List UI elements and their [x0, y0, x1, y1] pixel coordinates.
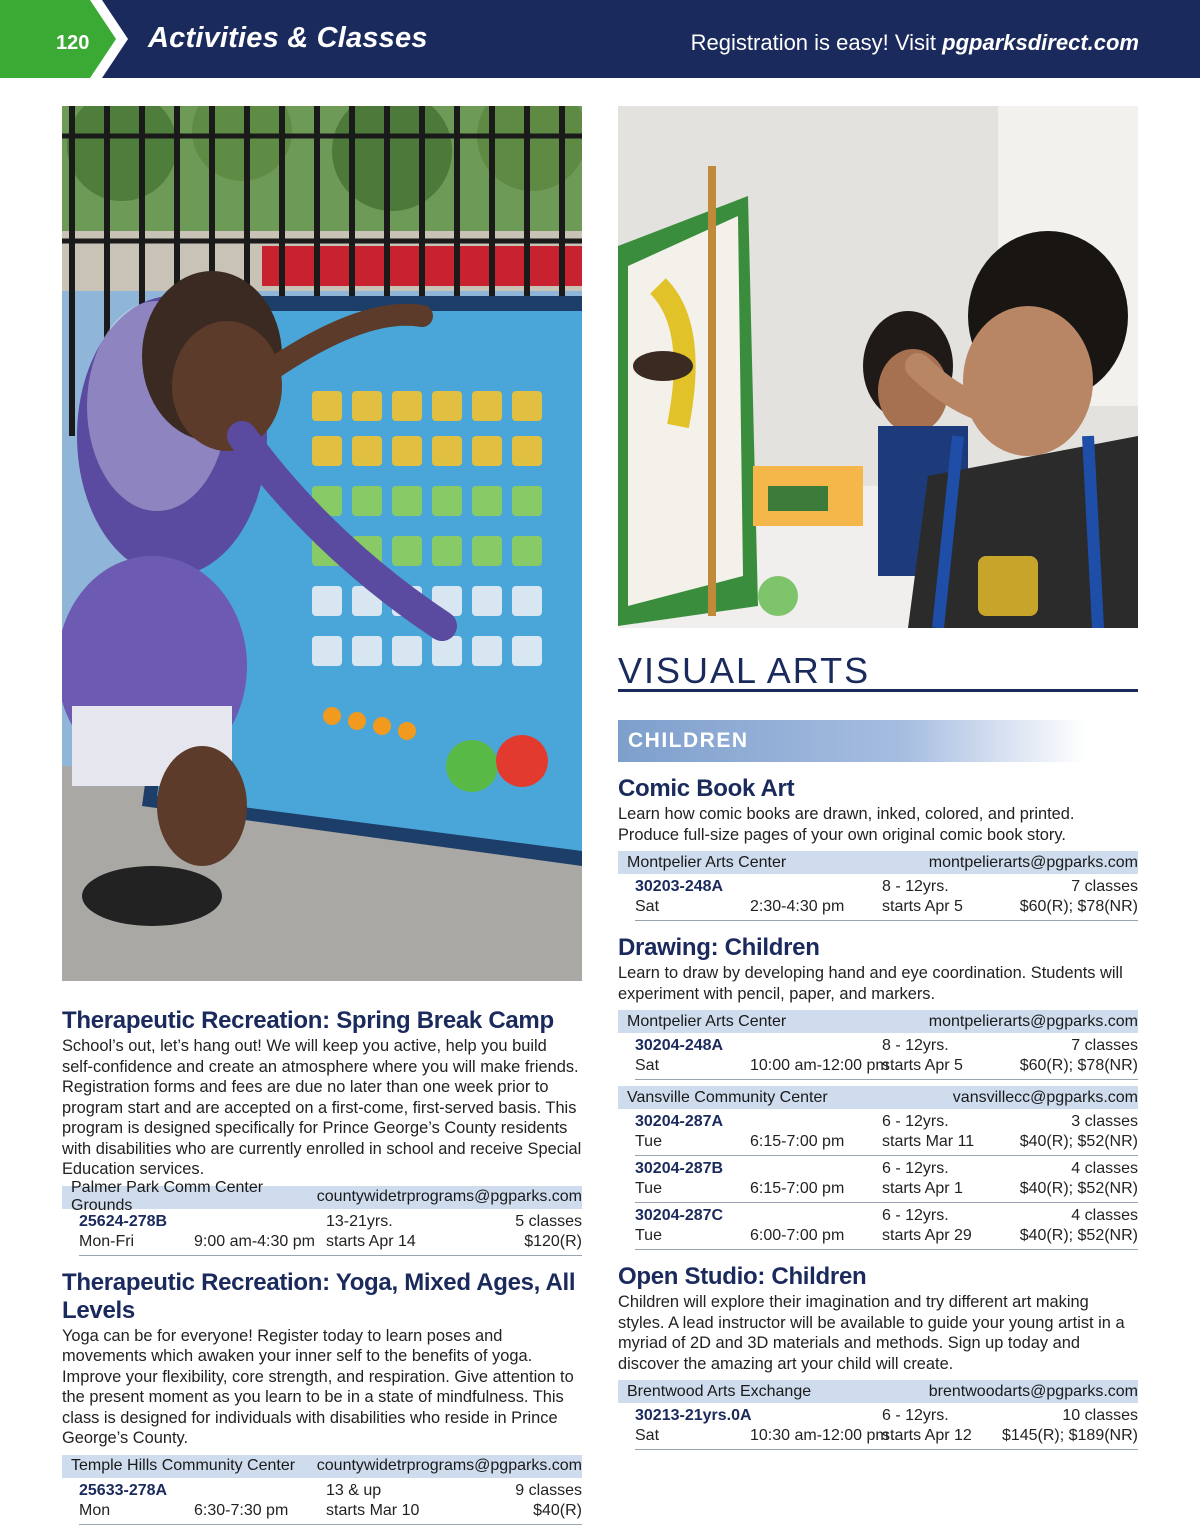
- class-time: 10:30 am-12:00 pm: [750, 1427, 889, 1444]
- location-email[interactable]: countywidetrprograms@pgparks.com: [316, 1188, 582, 1205]
- class-age: 13-21yrs.: [326, 1212, 393, 1230]
- left-programs: [62, 1007, 582, 1525]
- program-description: Learn to draw by developing hand and eye coordination. Students will experiment with pencil, paper, and markers.: [618, 964, 1123, 1003]
- location-email[interactable]: countywidetrprograms@pgparks.com: [316, 1457, 582, 1474]
- class-fee: $40(R); $52(NR): [1019, 1227, 1138, 1244]
- class-row: [79, 1478, 582, 1525]
- class-code: 25624-278B: [79, 1212, 168, 1230]
- class-row: [635, 1033, 1138, 1080]
- class-row: [635, 1109, 1138, 1156]
- location-name: Palmer Park Comm Center Grounds: [71, 1179, 264, 1214]
- location-bar: [62, 1455, 582, 1478]
- class-start: starts Apr 29: [882, 1227, 972, 1244]
- class-code: 25633-278A: [79, 1481, 168, 1499]
- class-fee: $40(R): [533, 1501, 582, 1519]
- registration-prefix: Registration is easy! Visit: [690, 30, 937, 55]
- class-day: Mon-Fri: [79, 1232, 135, 1250]
- class-row: [635, 1403, 1138, 1450]
- class-count: 4 classes: [1071, 1207, 1138, 1224]
- location-email[interactable]: montpelierarts@pgparks.com: [928, 853, 1138, 871]
- class-age: 6 - 12yrs.: [882, 1407, 949, 1424]
- program-description: Children will explore their imagination and try different art making styles. A lead instructor will be available to guide your young artist in a myriad of 2D and 3D materials and methods. Sign up today and discover the amazing art your child will create.: [618, 1293, 1125, 1373]
- class-start: starts Apr 5: [882, 898, 963, 915]
- location-name: Vansville Community Center: [627, 1088, 828, 1106]
- program-title: Open Studio: Children: [618, 1263, 867, 1290]
- registration-link[interactable]: pgparksdirect.com: [942, 30, 1139, 55]
- class-time: 9:00 am-4:30 pm: [194, 1232, 315, 1250]
- registration-note: [691, 30, 1139, 56]
- page-header: [0, 0, 1200, 78]
- class-count: 7 classes: [1071, 878, 1138, 895]
- class-code: 30203-248A: [635, 878, 724, 895]
- location-bar: [618, 1086, 1138, 1109]
- program-title: Comic Book Art: [618, 775, 795, 802]
- class-start: starts Apr 14: [326, 1232, 416, 1250]
- class-count: 3 classes: [1071, 1113, 1138, 1130]
- visual-arts-heading: VISUAL ARTS: [618, 650, 1138, 692]
- location-name: Temple Hills Community Center: [71, 1457, 296, 1474]
- class-count: 5 classes: [515, 1212, 582, 1230]
- location-email[interactable]: vansvillecc@pgparks.com: [952, 1088, 1138, 1106]
- location-bar: [62, 1179, 582, 1214]
- right-programs: [618, 775, 1138, 1450]
- location-name: Montpelier Arts Center: [627, 1012, 787, 1030]
- class-code: 30204-287B: [635, 1160, 724, 1177]
- class-count: 4 classes: [1071, 1160, 1138, 1177]
- class-day: Tue: [635, 1133, 662, 1150]
- class-code: 30204-287A: [635, 1113, 724, 1130]
- class-day: Sat: [635, 1057, 660, 1074]
- location-name: Brentwood Arts Exchange: [627, 1382, 812, 1400]
- class-fee: $40(R); $52(NR): [1019, 1180, 1138, 1197]
- class-code: 30204-248A: [635, 1037, 724, 1054]
- class-start: starts Apr 1: [882, 1180, 963, 1197]
- children-subheading-bar: [618, 720, 1138, 762]
- class-day: Tue: [635, 1180, 662, 1197]
- class-count: 9 classes: [515, 1481, 582, 1499]
- photo-communication-board: [62, 106, 582, 981]
- class-time: 6:15-7:00 pm: [750, 1133, 845, 1150]
- class-count: 10 classes: [1062, 1407, 1138, 1424]
- location-email[interactable]: montpelierarts@pgparks.com: [928, 1012, 1138, 1030]
- class-row: [635, 1156, 1138, 1203]
- photo-painting-kids: [618, 106, 1138, 628]
- class-count: 7 classes: [1071, 1037, 1138, 1054]
- location-bar: [618, 1380, 1138, 1403]
- class-start: starts Apr 12: [882, 1427, 972, 1444]
- class-code: 30204-287C: [635, 1207, 724, 1224]
- class-time: 6:30-7:30 pm: [194, 1501, 289, 1519]
- class-start: starts Apr 5: [882, 1057, 963, 1074]
- class-row: [635, 874, 1138, 921]
- class-row: [79, 1209, 582, 1256]
- program-description: Yoga can be for everyone! Register today to learn poses and movements which awaken your inner self to the benefits of yoga. Improve your flexibility, core strength, and respiration. Give attention to the present moment as you learn to be in a state of mindfulness. This class is designed for individuals with disabilities who reside in Prince George’s County.: [62, 1326, 574, 1447]
- class-age: 6 - 12yrs.: [882, 1160, 949, 1177]
- class-fee: $145(R); $189(NR): [1001, 1427, 1138, 1444]
- class-start: starts Mar 10: [326, 1501, 420, 1519]
- class-age: 13 & up: [326, 1481, 382, 1499]
- class-start: starts Mar 11: [882, 1133, 975, 1150]
- page-number: 120: [56, 32, 90, 54]
- section-title: Activities & Classes: [148, 22, 428, 54]
- class-fee: $120(R): [524, 1232, 582, 1250]
- program-title: Drawing: Children: [618, 934, 820, 961]
- class-day: Sat: [635, 1427, 660, 1444]
- class-fee: $60(R); $78(NR): [1019, 1057, 1138, 1074]
- class-code: 30213-21yrs.0A: [635, 1407, 752, 1424]
- class-time: 2:30-4:30 pm: [750, 898, 845, 915]
- class-fee: $40(R); $52(NR): [1019, 1133, 1138, 1150]
- class-time: 10:00 am-12:00 pm: [750, 1057, 889, 1074]
- class-day: Sat: [635, 898, 660, 915]
- class-row: [635, 1203, 1138, 1250]
- location-bar: [618, 851, 1138, 874]
- location-bar: [618, 1010, 1138, 1033]
- class-age: 6 - 12yrs.: [882, 1113, 949, 1130]
- class-time: 6:00-7:00 pm: [750, 1227, 845, 1244]
- program-title: Therapeutic Recreation: Yoga, Mixed Ages, All Levels: [62, 1268, 576, 1324]
- program-description: Learn how comic books are drawn, inked, colored, and printed. Produce full-size pages of your own original comic book story.: [618, 805, 1075, 844]
- class-time: 6:15-7:00 pm: [750, 1180, 845, 1197]
- program-title: Therapeutic Recreation: Spring Break Camp: [62, 1007, 554, 1034]
- location-email[interactable]: brentwoodarts@pgparks.com: [928, 1382, 1138, 1400]
- class-age: 6 - 12yrs.: [882, 1207, 949, 1224]
- class-age: 8 - 12yrs.: [882, 1037, 949, 1054]
- class-day: Mon: [79, 1501, 111, 1519]
- program-description: School’s out, let’s hang out! We will keep you active, help you build self-confidence and create an atmosphere where you will make friends. Registration forms and fees are due no later than one week prior to program start and are accepted on a first-come, first-served basis. This program is designed specifically for Prince George’s County residents with disabilities who are currently enrolled in school and receive Special Education services.: [62, 1037, 582, 1178]
- class-fee: $60(R); $78(NR): [1019, 898, 1138, 915]
- location-name: Montpelier Arts Center: [627, 853, 787, 871]
- children-subheading: CHILDREN: [628, 729, 749, 752]
- class-age: 8 - 12yrs.: [882, 878, 949, 895]
- class-day: Tue: [635, 1227, 662, 1244]
